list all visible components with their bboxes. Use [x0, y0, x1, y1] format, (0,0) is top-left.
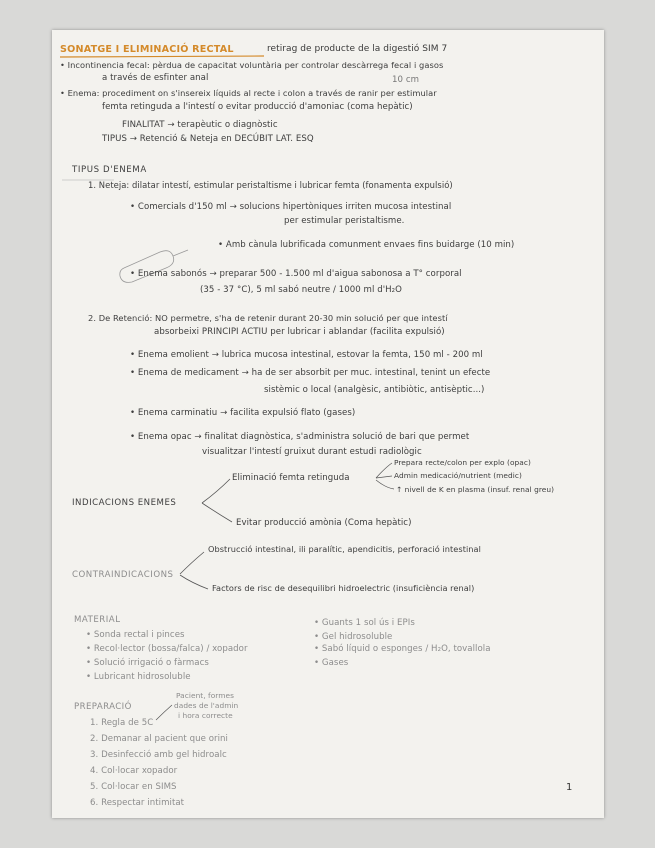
enema-opac: • Enema opac → finalitat diagnòstica, s'administra solució de bari que permet	[130, 432, 470, 442]
hand-drawn-lines	[52, 30, 604, 818]
contraindicacio-obstruccio: Obstrucció intestinal, ili paralític, apendicitis, perforació intestinal	[208, 544, 481, 554]
tipus-line: TIPUS → Retenció & Neteja en DECÚBIT LAT. ESQ	[102, 134, 314, 144]
preparacio-step-6: 6. Respectar intimitat	[90, 798, 185, 808]
material-label: MATERIAL	[74, 615, 121, 625]
enema-opac-cont: visualitzar l'intestí gruixut durant estudi radiològic	[202, 447, 422, 457]
finalitat-line: FINALITAT → terapèutic o diagnòstic	[122, 120, 278, 130]
preparacio-step-5: 5. Col·locar en SIMS	[90, 782, 177, 792]
material-right-1: • Guants 1 sol ús i EPIs	[314, 618, 415, 628]
material-left-2: • Recol·lector (bossa/falca) / xopador	[86, 644, 248, 654]
indicacio-explo: Prepara recte/colon per explo (opac)	[394, 458, 531, 467]
enema-sabons-cont: (35 - 37 °C), 5 ml sabó neutre / 1000 ml d'H₂O	[200, 285, 402, 295]
preparacio-step-1: 1. Regla de 5C	[90, 718, 154, 728]
material-right-2: • Gel hidrosoluble	[314, 632, 393, 642]
material-right-3: • Sabó líquid o esponges / H₂O, tovallola	[314, 644, 491, 654]
definition-incontinencia: • Incontinencia fecal: pèrdua de capacitat voluntària per controlar descàrrega fecal i gasos	[60, 60, 444, 70]
definition-enema-cont: femta retinguda a l'intestí o evitar producció d'amoniac (coma hepàtic)	[102, 102, 413, 112]
enema-canula: • Amb cànula lubrificada comunment envaes fins buidarge (10 min)	[218, 240, 515, 250]
page-title: SONATGE I ELIMINACIÓ RECTAL	[60, 44, 234, 55]
material-left-1: • Sonda rectal i pinces	[86, 630, 185, 640]
indicacio-potassi: ↑ nivell de K en plasma (insuf. renal greu)	[396, 485, 555, 494]
tipus-neteja: 1. Neteja: dilatar intestí, estimular peristaltisme i lubricar femta (fonamenta expulsió)	[88, 180, 453, 190]
indicacio-medicacio: Admin medicació/nutrient (medic)	[394, 471, 522, 480]
enema-comercials: • Comercials d'150 ml → solucions hipertòniques irriten mucosa intestinal	[130, 202, 452, 212]
indicacions-label: INDICACIONS ENEMES	[72, 498, 177, 508]
tipus-retencio: 2. De Retenció: NO permetre, s'ha de retenir durant 20-30 min solució per que intestí	[88, 313, 448, 323]
enema-carminatiu: • Enema carminatiu → facilita expulsió flato (gases)	[130, 408, 356, 418]
enema-medicament: • Enema de medicament → ha de ser absorbit per muc. intestinal, tenint un efecte	[130, 368, 491, 378]
material-left-4: • Lubricant hidrosoluble	[86, 672, 191, 682]
indicacio-amonia: Evitar producció amònia (Coma hepàtic)	[236, 518, 412, 528]
tipus-retencio-cont: absorbeixi PRINCIPI ACTIU per lubricar i ablandar (facilita expulsió)	[154, 327, 445, 337]
preparacio-step-4: 4. Col·locar xopador	[90, 766, 178, 776]
length-note: 10 cm	[392, 75, 420, 85]
page-number: 1	[566, 782, 573, 793]
enema-sabons: • Enema sabonós → preparar 500 - 1.500 ml d'aigua sabonosa a T° corporal	[130, 269, 462, 279]
preparacio-label: PREPARACIÓ	[74, 702, 132, 712]
material-left-3: • Solució irrigació o fàrmacs	[86, 658, 209, 668]
contraindicacio-risc: Factors de risc de desequilibri hidroelectric (insuficiència renal)	[212, 583, 475, 593]
preparacio-step-2: 2. Demanar al pacient que orini	[90, 734, 228, 744]
material-right-4: • Gases	[314, 658, 349, 668]
preparacio-note-3: i hora correcte	[178, 711, 233, 720]
preparacio-note-1: Pacient, formes	[176, 691, 234, 700]
indicacio-femta: Eliminació femta retinguda	[232, 473, 350, 483]
notes-sheet	[52, 30, 604, 818]
title-subtitle: retirag de producte de la digestió SIM 7	[267, 44, 448, 54]
preparacio-note-2: dades de l'admin	[174, 701, 239, 710]
enema-comercials-cont: per estimular peristaltisme.	[284, 216, 405, 226]
contraindicacions-label: CONTRAINDICACIONS	[72, 570, 174, 580]
definition-enema: • Enema: procediment on s'insereix líquids al recte i colon a través de ranir per estimular	[60, 88, 437, 98]
preparacio-step-3: 3. Desinfecció amb gel hidroalc	[90, 750, 227, 760]
definition-incontinencia-cont: a través de esfinter anal	[102, 73, 209, 83]
tipus-heading: TIPUS D'ENEMA	[72, 165, 147, 175]
enema-medicament-cont: sistèmic o local (analgèsic, antibiòtic, antisèptic...)	[264, 385, 485, 395]
enema-emolient: • Enema emolient → lubrica mucosa intestinal, estovar la femta, 150 ml - 200 ml	[130, 350, 483, 360]
